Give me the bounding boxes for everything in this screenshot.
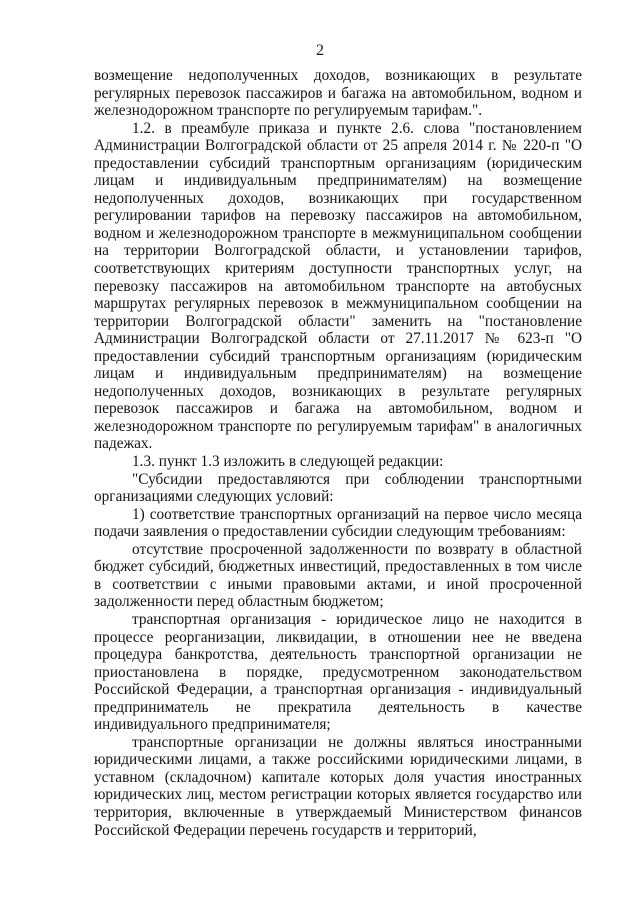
paragraph-no-reorganization: транспортная организация - юридическое лицо не находится в процессе реорганизации, ликвидации, в отношении нее не введена процедура банкротства, деятельность транспортной организации не приостановлена в порядке, предусмотренном законодательством Российской Федерации, а транспортная организация - индивидуальный предприниматель не прекратила деятельность в качестве индивидуального предпринимателя;: [94, 610, 582, 734]
paragraph-subsidy-conditions: "Субсидии предоставляются при соблюдении транспортными организациями следующих условий:: [94, 470, 582, 506]
paragraph-item-1-3: 1.3. пункт 1.3 изложить в следующей редакции:: [132, 453, 444, 471]
paragraph-condition-1: 1) соответствие транспортных организаций на первое число месяца подачи заявления о предоставлении субсидии следующим требованиям:: [94, 505, 582, 541]
paragraph-no-overdue-debt: отсутствие просроченной задолженности по возврату в областной бюджет субсидий, бюджетных инвестиций, предоставленных в том числе в соответствии с иными правовыми актами, и иной просроченной задолженности перед областным бюджетом;: [94, 540, 582, 611]
paragraph-continuation: возмещение недополученных доходов, возникающих в результате регулярных перевозок пассажиров и багажа на автомобильном, водном и железнодорожном транспорте по регулируемым тарифам.".: [94, 67, 582, 120]
document-body: [94, 67, 582, 839]
page-number: 2: [316, 42, 324, 59]
paragraph-no-foreign-entity: транспортные организации не должны являться иностранными юридическими лицами, а также российскими юридическими лицами, в уставном (складочном) капитале которых доля участия иностранных юридических лиц, местом регистрации которых является государство или территория, включенные в утверждаемый Министерством финансов Российской Федерации перечень государств и территорий,: [94, 733, 582, 839]
paragraph-item-1-2: 1.2. в преамбуле приказа и пункте 2.6. слова "постановлением Администрации Волгоградской области от 25 апреля 2014 г. № 220-п "О предоставлении субсидий транспортным организациям (юридическим лицам и индивидуальным предпринимателям) на возмещение недополученных доходов, возникающих при государственном регулировании тарифов на перевозку пассажиров на автомобильном, водном и железнодорожном транспорте в межмуниципальном сообщении на территории Волгоградской области, и установлении тарифов, соответствующих критериям доступности транспортных услуг, на перевозку пассажиров на автомобильном транспорте на автобусных маршрутах регулярных перевозок в межмуниципальном сообщении на территории Волгоградской области" заменить на "постановление Администрации Волгоградской области от 27.11.2017 № 623-п "О предоставлении субсидий транспортным организациям (юридическим лицам и индивидуальным предпринимателям) на возмещение недополученных доходов, возникающих в результате регулярных перевозок пассажиров и багажа на автомобильном, водном и железнодорожном транспорте по регулируемым тарифам" в аналогичных падежах.: [94, 119, 582, 453]
